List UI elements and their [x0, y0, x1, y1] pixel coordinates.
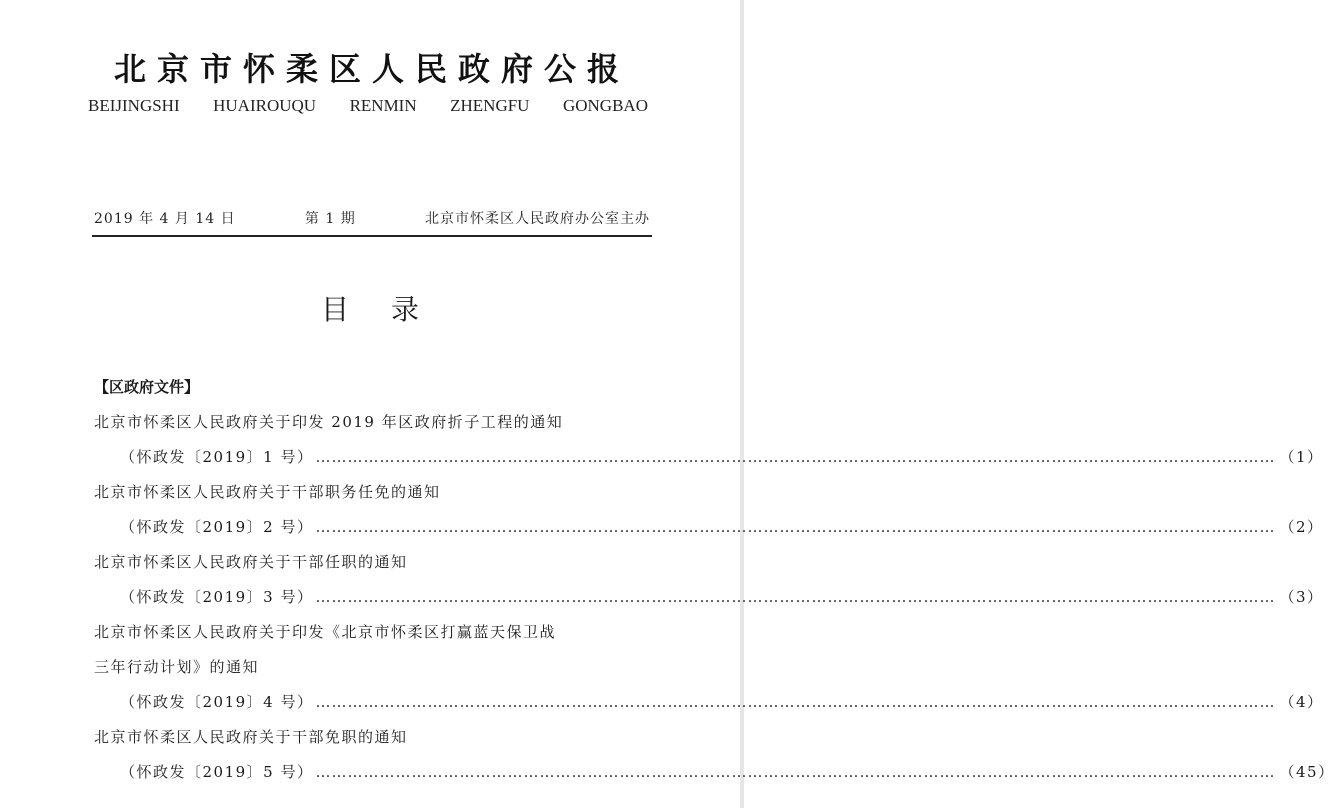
pinyin-word: BEIJINGSHI [88, 96, 180, 115]
leader-dots: ……………………………………………………………………………………………………………………………………………………………… [315, 448, 1276, 466]
toc-title: 目录 [320, 293, 461, 326]
toc-list [94, 405, 1335, 790]
leader-dots: ……………………………………………………………………………………………………………………………………………………………… [315, 763, 1276, 781]
pinyin-word: HUAIROUQU [213, 96, 317, 115]
toc-entry-reference [94, 510, 1324, 545]
leader-dots: ……………………………………………………………………………………………………………………………………………………………… [315, 588, 1276, 606]
document-number: （怀政发〔2019〕2 号） [120, 518, 314, 536]
leader-dots: ……………………………………………………………………………………………………………………………………………………………… [315, 693, 1276, 711]
toc-entry-reference [94, 580, 1324, 615]
document-number: （怀政发〔2019〕3 号） [120, 588, 314, 606]
toc-entry[interactable] [94, 720, 1335, 790]
page-number: （3） [1279, 588, 1324, 606]
toc-entry-reference [94, 755, 1335, 790]
document-number: （怀政发〔2019〕1 号） [120, 448, 314, 466]
page-number: （2） [1279, 518, 1324, 536]
toc-entry-title: 北京市怀柔区人民政府关于印发《北京市怀柔区打赢蓝天保卫战 [94, 623, 557, 641]
page-number: （45） [1279, 763, 1335, 781]
toc-entry-title: 北京市怀柔区人民政府关于干部任职的通知 [94, 553, 408, 571]
page-number: （4） [1279, 693, 1324, 711]
toc-entry-title: 北京市怀柔区人民政府关于干部免职的通知 [94, 728, 408, 746]
issue-info-line [94, 208, 650, 228]
gazette-pinyin-title [88, 96, 648, 116]
toc-entry-reference [94, 685, 1324, 720]
toc-entry[interactable] [94, 475, 1324, 545]
toc-section-heading: 【区政府文件】 [94, 378, 200, 396]
toc-entry-title: 北京市怀柔区人民政府关于印发 2019 年区政府折子工程的通知 [94, 413, 564, 431]
toc-entry-title-continued: 三年行动计划》的通知 [94, 658, 260, 676]
gazette-title: 北京市怀柔区人民政府公报 [113, 50, 630, 88]
leader-dots: ……………………………………………………………………………………………………………………………………………………………… [315, 518, 1276, 536]
pinyin-word: ZHENGFU [450, 96, 530, 115]
pinyin-word: RENMIN [349, 96, 417, 115]
toc-entry-title: 北京市怀柔区人民政府关于干部职务任免的通知 [94, 483, 441, 501]
toc-entry[interactable] [94, 405, 1324, 475]
document-number: （怀政发〔2019〕5 号） [120, 763, 314, 781]
toc-entry[interactable] [94, 615, 1324, 720]
toc-entry[interactable] [94, 545, 1324, 615]
issue-number: 第 1 期 [304, 211, 356, 227]
document-number: （怀政发〔2019〕4 号） [120, 693, 314, 711]
pinyin-word: GONGBAO [562, 96, 648, 115]
issue-date: 2019 年 4 月 14 日 [94, 211, 236, 227]
page-number: （1） [1279, 448, 1324, 466]
toc-entry-reference [94, 440, 1324, 475]
issue-sponsor: 北京市怀柔区人民政府办公室主办 [424, 211, 650, 227]
header-divider [92, 235, 652, 237]
